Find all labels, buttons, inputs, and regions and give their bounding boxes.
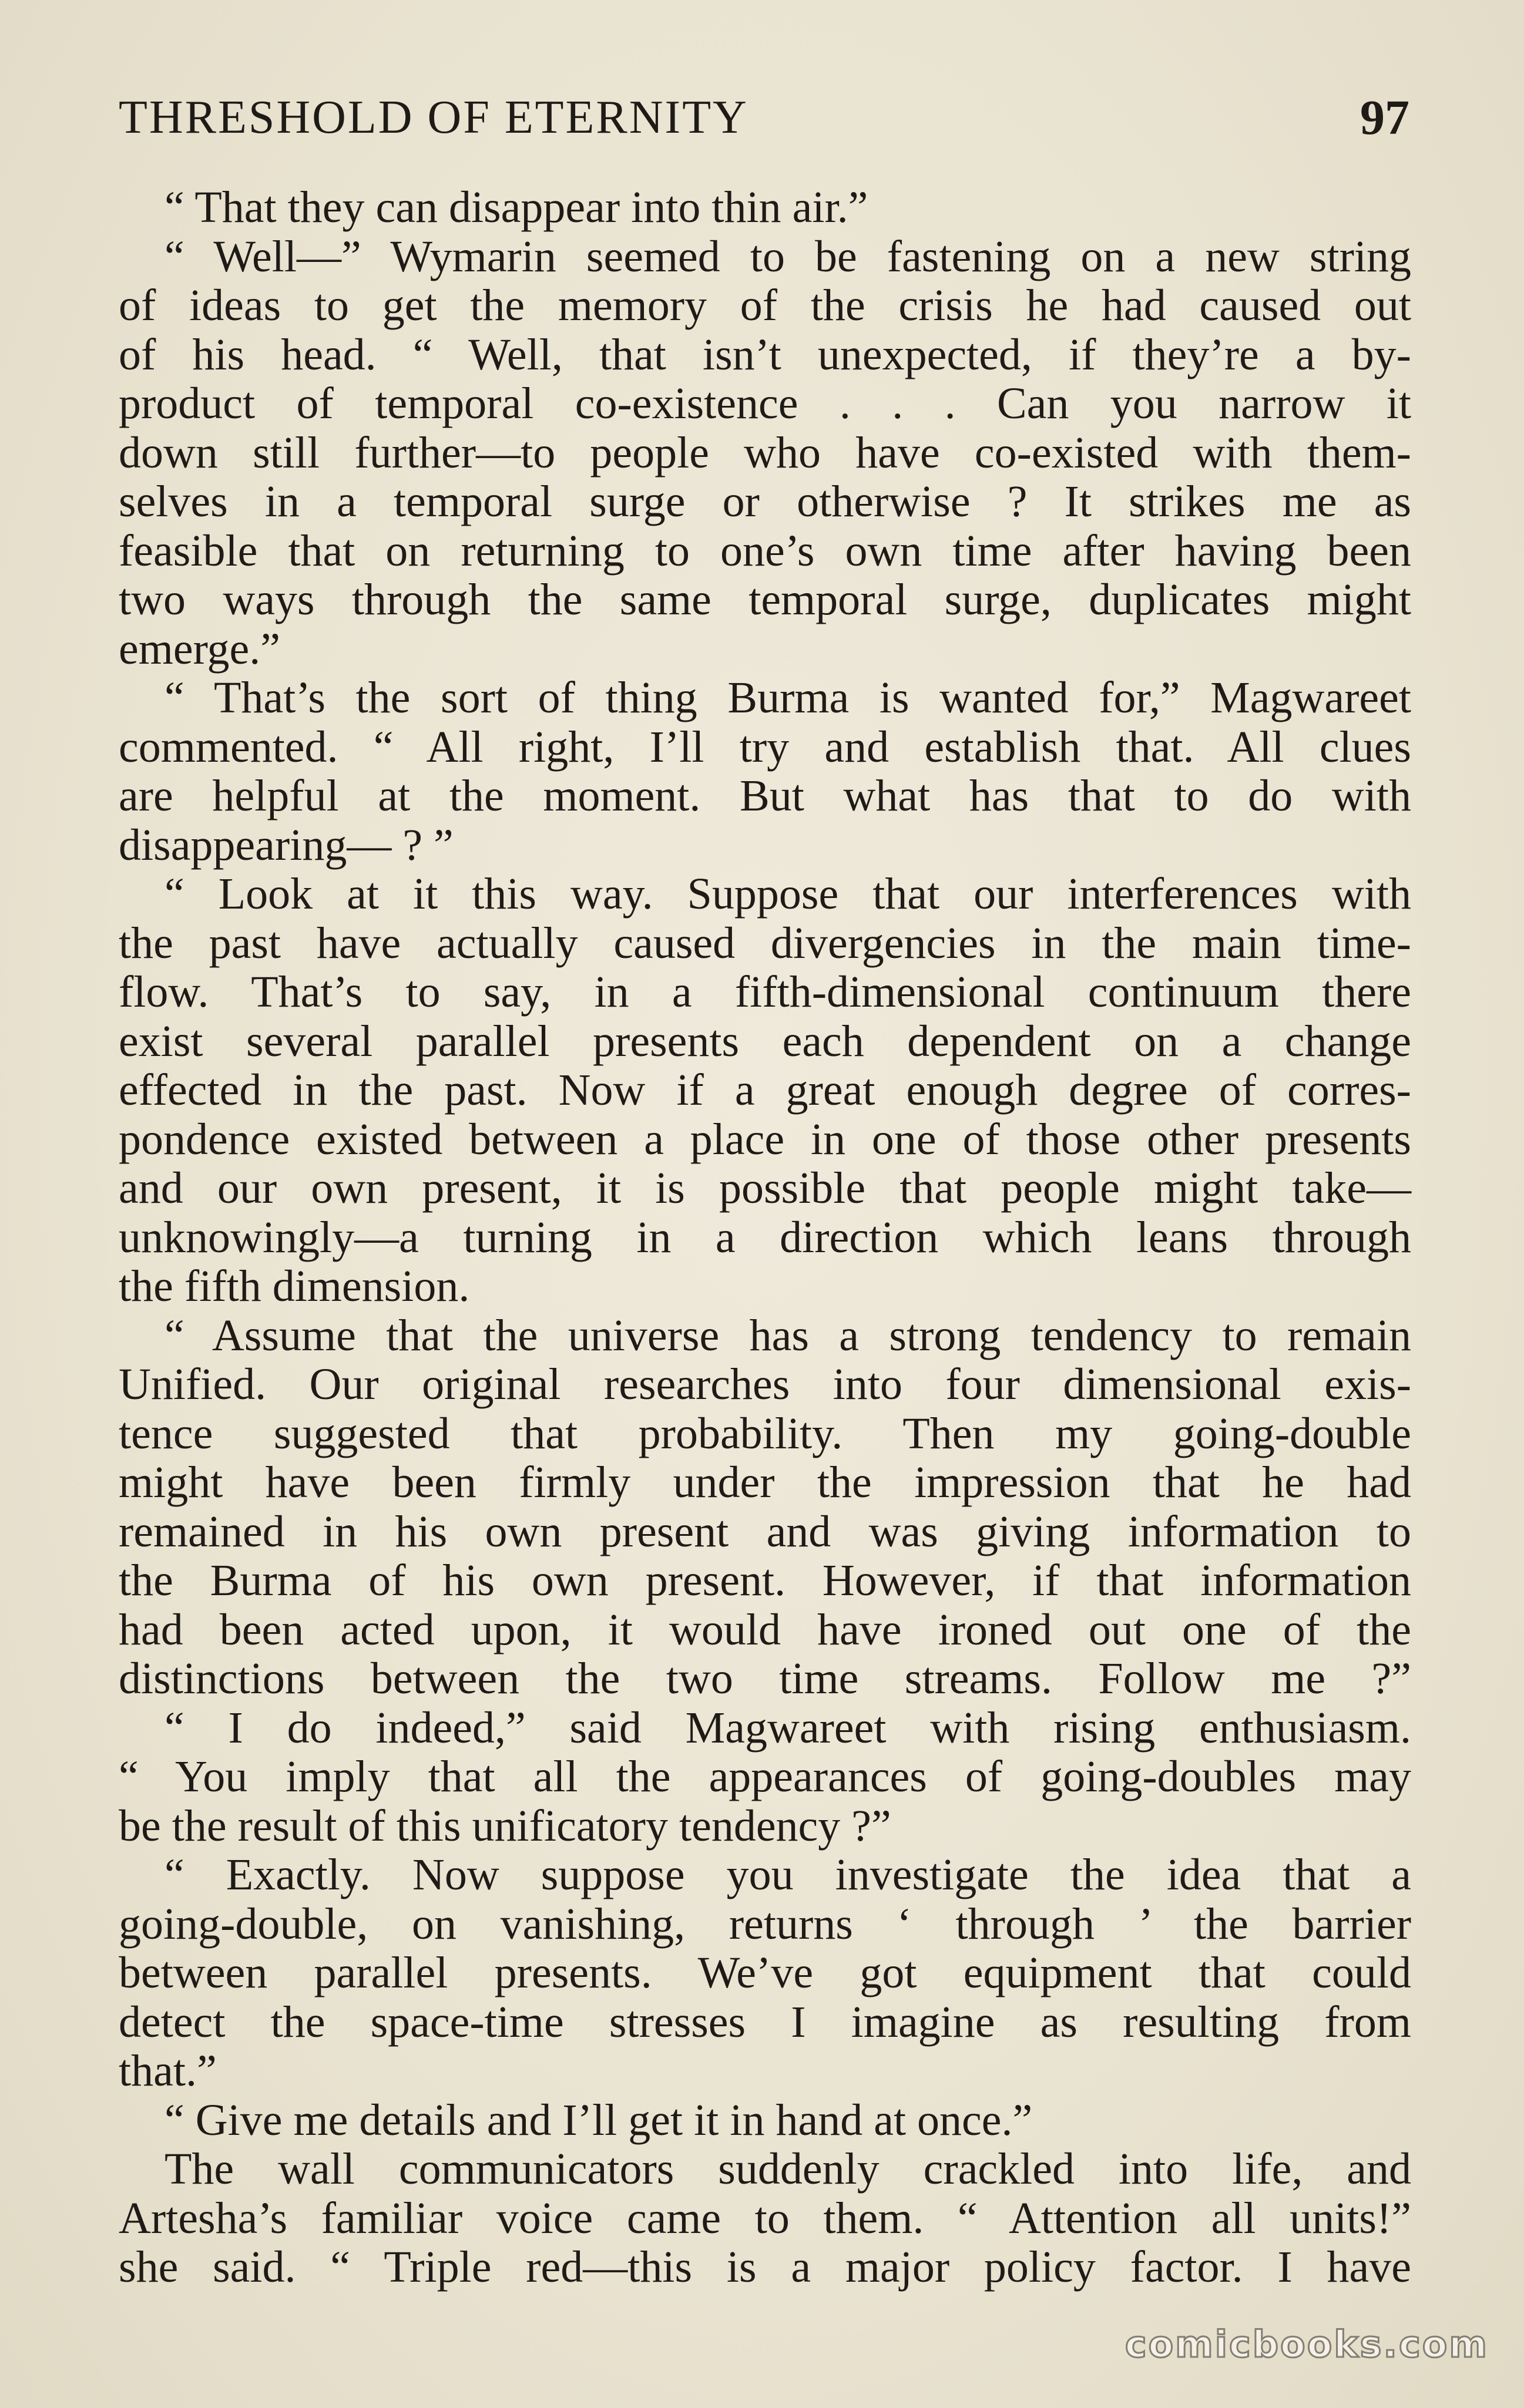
text-line: “ Look at it this way. Suppose that our interferences with [165,869,1411,919]
text-line: the past have actually caused divergencies in the main time- [119,918,1411,968]
text-line: between parallel presents. We’ve got equipment that could [119,1948,1411,1997]
text-line: the fifth dimension. [119,1262,470,1311]
text-line: the Burma of his own present. However, if that information [119,1556,1411,1605]
text-line: had been acted upon, it would have ironed out one of the [119,1605,1411,1654]
text-line: feasible that on returning to one’s own time after having been [119,526,1411,576]
text-line: might have been firmly under the impression that he had [119,1458,1411,1507]
text-line: product of temporal co-existence . . . Can you narrow it [119,379,1411,428]
text-line: tence suggested that probability. Then my going-double [119,1408,1411,1458]
text-line: emerge.” [119,624,280,674]
text-line: “ Give me details and I’ll get it in hand at once.” [165,2095,1033,2145]
text-line: selves in a temporal surge or otherwise ? It strikes me as [119,477,1411,526]
text-line: unknowingly—a turning in a direction which leans through [119,1212,1411,1262]
text-line: of his head. “ Well, that isn’t unexpected, if they’re a by- [119,329,1411,379]
text-line: distinctions between the two time streams. Follow me ?” [119,1654,1411,1703]
page-number: 97 [1360,90,1409,145]
text-line: that.” [119,2046,217,2096]
text-line: flow. That’s to say, in a fifth-dimensional continuum there [119,967,1411,1017]
text-line: two ways through the same temporal surge, duplicates might [119,575,1411,624]
text-line: The wall communicators suddenly crackled into life, and [165,2144,1411,2194]
text-line: “ That they can disappear into thin air.” [165,183,868,232]
text-line: going-double, on vanishing, returns ‘ through ’ the barrier [119,1899,1411,1949]
text-line: be the result of this unificatory tendency ?” [119,1801,891,1851]
text-line: of ideas to get the memory of the crisis he had caused out [119,281,1411,330]
text-line: disappearing— ? ” [119,820,454,870]
running-head: THRESHOLD OF ETERNITY [119,91,748,143]
text-line: exist several parallel presents each dependent on a change [119,1016,1411,1066]
text-line: detect the space-time stresses I imagine as resulting from [119,1997,1411,2047]
text-line: Unified. Our original researches into four dimensional exis- [119,1360,1411,1409]
text-line: “ Exactly. Now suppose you investigate the idea that a [165,1850,1411,1899]
text-line: down still further—to people who have co-existed with them- [119,428,1411,477]
watermark: comicbooks.com [1124,2323,1489,2366]
text-line: “ That’s the sort of thing Burma is wanted for,” Magwareet [165,673,1411,722]
text-line: “ You imply that all the appearances of going-doubles may [119,1752,1411,1801]
text-line: pondence existed between a place in one of those other presents [119,1114,1411,1164]
text-line: are helpful at the moment. But what has that to do with [119,771,1411,820]
text-line: and our own present, it is possible that people might take— [119,1163,1411,1213]
text-line: she said. “ Triple red—this is a major policy factor. I have [119,2242,1411,2292]
text-line: Artesha’s familiar voice came to them. “ Attention all units!” [119,2193,1411,2243]
text-line: effected in the past. Now if a great enough degree of corres- [119,1065,1411,1115]
text-line: “ Assume that the universe has a strong tendency to remain [165,1310,1411,1360]
body-text [119,183,1411,2292]
text-line: commented. “ All right, I’ll try and establish that. All clues [119,722,1411,772]
text-line: “ Well—” Wymarin seemed to be fastening on a new string [165,231,1411,281]
text-line: “ I do indeed,” said Magwareet with rising enthusiasm. [165,1703,1411,1753]
page-header [119,82,1409,153]
text-line: remained in his own present and was giving information to [119,1506,1411,1556]
